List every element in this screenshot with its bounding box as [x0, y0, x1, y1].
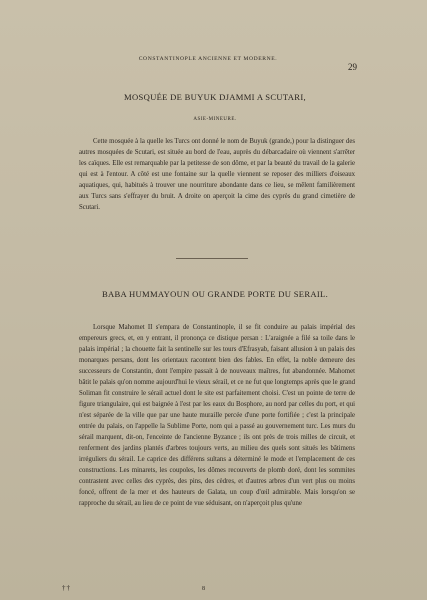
mosque-description-paragraph: Cette mosquée à la quelle les Turcs ont donné le nom de Buyuk (grande,) pour la distinguer des autres mosquées de Scutari, est située au bord de l'eau, auprès du débarcadaire où viennent s'arrêter les caïques. Elle est remarquable par la petitesse de son dôme, et par la beauté du travail de la galerie qui est à l'entour. A côté est une fontaine sur la quelle viennent se reposer des milliers d'oiseaux aquatiques, qui, habitués à trouver une nourriture abondante dans ce lieu, se mêlent familièrement aux Turcs sans s'effrayer du bruit. A droite on aperçoit la cime des cyprès du grand cimetière de Scutari. [79, 138, 355, 211]
sheet-number-mark: 8 [202, 586, 205, 592]
printer-signature-mark: †† [62, 584, 71, 592]
page-number: 29 [348, 62, 357, 72]
section-divider-rule [176, 258, 248, 259]
section-title-mosque: MOSQUÉE DE BUYUK DJAMMI A SCUTARI, [124, 92, 306, 102]
section-title-serail-gate: BABA HUMMAYOUN OU GRANDE PORTE DU SERAIL. [101, 289, 329, 299]
serail-description-paragraph: Lorsque Mahomet II s'empara de Constantinople, il se fit conduire au palais impérial des empereurs grecs, et, en y entrant, il prononça ce distique persan : L'araignée a filé sa toile dans le palais impérial ; la chouette fait la sentinelle sur les tours d'Efrasyab, faisant allusion à un palais des monarques persans, dont les orientaux racontent bien des fables. En effet, la noble demeure des successeurs de Constantin, dont l'empire passait à de nouveaux maîtres, fut abandonnée. Mahomet bâtit le palais qu'on nomme aujourd'hui le vieux sérail, et ce ne fut que longtemps après que le grand Soliman fit construire le sérail actuel dont le site est parfaitement choisi. C'est un pointe de terre de figure triangulaire, qui est baignée à l'est par les eaux du Bosphore, au nord par celles du port, et qui n'est séparée de la ville que par une haute muraille percée d'une porte fortifiée ; c'est la principale entrée du palais, on l'appelle la Sublime Porte, nom qui a passé au gouvernement turc. Les murs du sérail marquent, dit-on, l'enceinte de l'ancienne Byzance ; ils ont près de trois milles de circuit, et renferment des jardins plantés d'arbres toujours verts, au milieu des quels sont situés les bâtimens irréguliers du sérail. Le caprice des différens sultans a déterminé le mode et l'emplacement de ces constructions. Les minarets, les coupoles, les dômes recouverts de plomb doré, dont les sommites contrastent avec celles des cyprès, des pins, des cèdres, et d'autres arbres d'un vert plus ou moins foncé, offrent de la mer et des hauteurs de Galata, un coup d'œil admirable. Mais lorsqu'on se rapproche du sérail, au lieu de ce point de vue séduisant, on n'aperçoit plus qu'une [79, 324, 355, 507]
running-title: CONSTANTINOPLE ANCIENNE ET MODERNE. [138, 56, 278, 62]
section-subtitle-location: ASIE-MINEURE. [193, 117, 237, 122]
